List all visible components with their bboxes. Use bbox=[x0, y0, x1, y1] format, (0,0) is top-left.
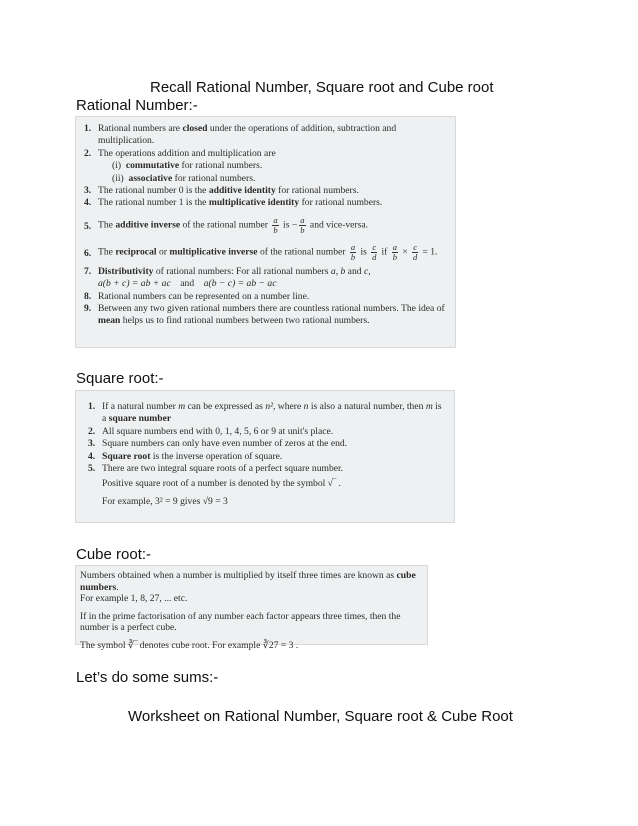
cube-paragraph-1: Numbers obtained when a number is multiplied by itself three times are known as cube numbers. bbox=[80, 570, 416, 593]
rational-number-heading: Rational Number:- bbox=[76, 97, 198, 114]
rational-item-1: 1. Rational numbers are closed under the operations of addition, subtraction and multiplication. bbox=[84, 123, 397, 147]
cube-paragraph-3: If in the prime factorisation of any number each factor appears three times, then the number is a perfect cube. bbox=[80, 610, 401, 633]
rational-item-6: 6. The reciprocal or multiplicative inverse of the rational number $\frac{a}{b}$ is $\frac{c}{d}$ if $\frac{a}{b}$ × $\frac{c}{d}$ = 1. bbox=[84, 241, 438, 262]
cube-paragraph-4: The symbol ∛‾ denotes cube root. For example ∛27 = 3 . bbox=[80, 639, 299, 651]
square-item-4: 4. Square root is the inverse operation of square. bbox=[88, 450, 283, 462]
square-item-example: For example, 3² = 9 gives √9 = 3 bbox=[102, 495, 228, 507]
square-item-5: 5. There are two integral square roots of a perfect square number. bbox=[88, 463, 344, 475]
square-item-symbol: Positive square root of a number is denoted by the symbol √‾ . bbox=[102, 478, 341, 490]
rational-item-2-i: (i) commutative for rational numbers. bbox=[112, 160, 263, 172]
square-item-2: 2. All square numbers end with 0, 1, 4, 5, 6 or 9 at unit's place. bbox=[88, 425, 334, 437]
cube-root-heading: Cube root:- bbox=[76, 546, 152, 563]
rational-item-7-formulas: a(b + c) = ab + ac and a(b − c) = ab − ac bbox=[98, 278, 277, 290]
cube-paragraph-2: For example 1, 8, 27, ... etc. bbox=[80, 593, 188, 604]
page-title: Recall Rational Number, Square root and Cube root bbox=[150, 79, 494, 96]
square-item-1: 1. If a natural number m can be expressed as n², where n is also a natural number, then m is a square number bbox=[88, 401, 442, 425]
rational-item-8: 8. Rational numbers can be represented on a number line. bbox=[84, 290, 310, 302]
square-root-image bbox=[75, 390, 455, 523]
square-item-3: 3. Square numbers can only have even number of zeros at the end. bbox=[88, 438, 348, 450]
sums-heading: Let’s do some sums:- bbox=[76, 669, 219, 686]
rational-item-2: 2. The operations addition and multiplication are bbox=[84, 147, 276, 159]
rational-item-9: 9. Between any two given rational numbers there are countless rational numbers. The idea of mean helps us to find rational numbers between two rational numbers. bbox=[84, 303, 445, 327]
worksheet-title: Worksheet on Rational Number, Square root & Cube Root bbox=[128, 708, 513, 725]
rational-item-2-ii: (ii) associative for rational numbers. bbox=[112, 172, 256, 184]
square-root-heading: Square root:- bbox=[76, 370, 164, 387]
rational-item-5: 5. The additive inverse of the rational number $\frac{a}{b}$ is − $\frac{a}{b}$ and vice-versa. bbox=[84, 214, 368, 235]
rational-item-3: 3. The rational number 0 is the additive identity for rational numbers. bbox=[84, 185, 359, 197]
cube-root-image bbox=[75, 565, 428, 651]
rational-number-image bbox=[75, 116, 456, 348]
rational-item-4: 4. The rational number 1 is the multiplicative identity for rational numbers. bbox=[84, 197, 383, 209]
rational-item-7: 7. Distributivity of rational numbers: For all rational numbers a, b and c, bbox=[84, 265, 371, 277]
